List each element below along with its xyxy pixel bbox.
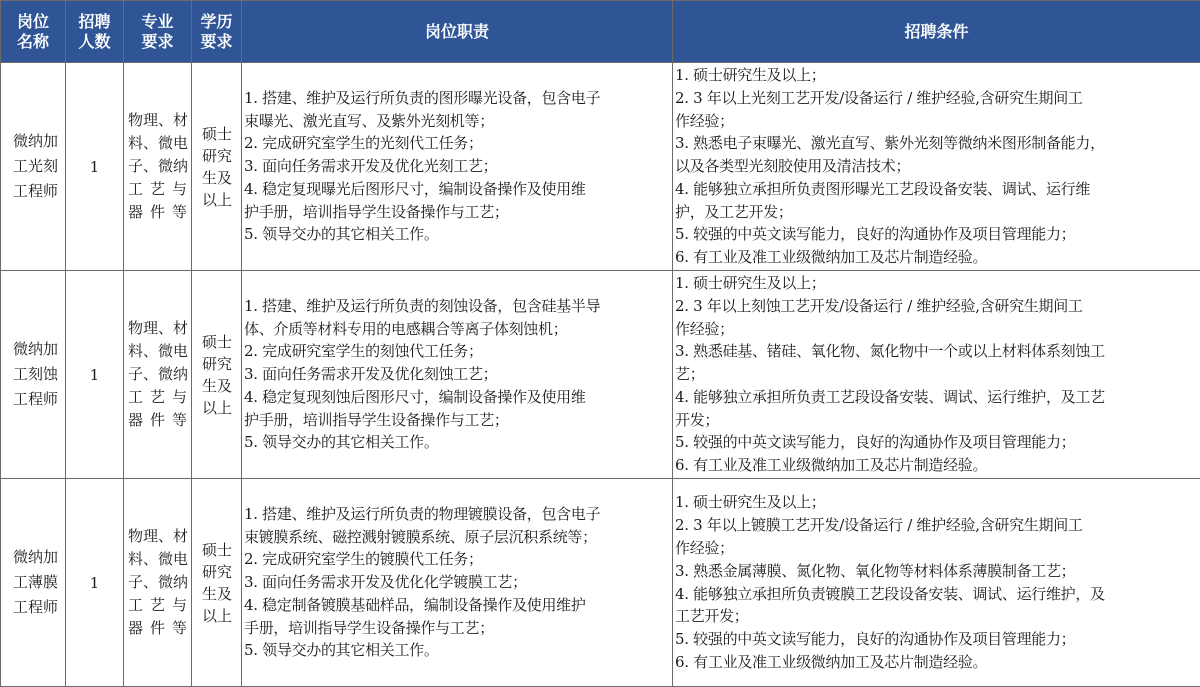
major-line: 物理、材 <box>128 527 189 545</box>
requirements-line: 5. 较强的中英文读写能力，良好的沟通协作及项目管理能力； <box>675 225 1076 244</box>
header-count-line: 招聘 <box>78 11 111 31</box>
duties-line: 1. 搭建、维护及运行所负责的图形曝光设备，包含电子 <box>244 88 601 107</box>
header-education-line: 学历 <box>200 11 233 31</box>
major-line: 工 艺 与 <box>128 596 187 614</box>
duties-line: 3. 面向任务需求开发及优化化学镀膜工艺； <box>244 573 527 592</box>
position-line: 工程师 <box>13 182 59 200</box>
duties-line: 5. 领导交办的其它相关工作。 <box>244 641 439 660</box>
duties-line: 5. 领导交办的其它相关工作。 <box>244 225 439 244</box>
major-line: 器件等 <box>128 203 187 221</box>
cell-education <box>192 63 242 271</box>
header-position-line: 岗位 <box>16 11 49 31</box>
requirements-line: 作经验； <box>675 538 734 557</box>
education-line: 生及 <box>202 376 233 395</box>
requirements-line: 艺； <box>675 365 705 384</box>
major-line: 器件等 <box>128 619 187 637</box>
education-line: 研究 <box>202 562 233 581</box>
cell-count: 1 <box>66 479 124 687</box>
requirements-line: 护，及工艺开发； <box>675 202 793 221</box>
header-requirements: 招聘条件 <box>673 1 1200 63</box>
education-line: 硕士 <box>202 124 233 143</box>
duties-line: 护手册，培训指导学生设备操作与工艺； <box>244 202 509 221</box>
cell-count: 1 <box>66 271 124 479</box>
duties-line: 4. 稳定复现刻蚀后图形尺寸，编制设备操作及使用维 <box>244 387 586 406</box>
duties-line: 2. 完成研究室学生的镀膜代工任务； <box>244 550 483 569</box>
header-major-line: 要求 <box>141 31 174 51</box>
position-line: 工光刻 <box>13 157 59 175</box>
education-line: 以上 <box>202 606 233 625</box>
header-duties: 岗位职责 <box>242 1 673 63</box>
table-body <box>1 63 1200 687</box>
cell-duties <box>242 271 673 479</box>
header-count <box>66 1 124 63</box>
cell-position <box>1 479 66 687</box>
requirements-line: 6. 有工业及准工业级微纳加工及芯片制造经验。 <box>675 652 988 671</box>
duties-line: 2. 完成研究室学生的光刻代工任务； <box>244 134 483 153</box>
major-line: 物理、材 <box>128 319 189 337</box>
cell-major <box>124 271 192 479</box>
requirements-line: 3. 熟悉金属薄膜、氮化物、氧化物等材料体系薄膜制备工艺； <box>675 561 1076 580</box>
major-line: 器件等 <box>128 411 187 429</box>
major-line: 物理、材 <box>128 111 189 129</box>
education-line: 以上 <box>202 190 233 209</box>
duties-line: 束曝光、激光直写、及紫外光刻机等； <box>244 111 494 130</box>
major-line: 子、微纳 <box>128 157 189 175</box>
duties-line: 护手册，培训指导学生设备操作与工艺； <box>244 410 509 429</box>
requirements-line: 4. 能够独立承担所负责工艺段设备安装、调试、运行维护，及工艺 <box>675 387 1105 406</box>
duties-line: 1. 搭建、维护及运行所负责的物理镀膜设备，包含电子 <box>244 504 601 523</box>
cell-education <box>192 479 242 687</box>
duties-line: 5. 领导交办的其它相关工作。 <box>244 433 439 452</box>
requirements-line: 2. 3 年以上镀膜工艺开发/设备运行 / 维护经验,含研究生期间工 <box>675 516 1083 535</box>
requirements-line: 开发； <box>675 410 720 429</box>
position-line: 工刻蚀 <box>13 365 59 383</box>
cell-major <box>124 63 192 271</box>
cell-major <box>124 479 192 687</box>
position-line: 微纳加 <box>13 132 59 150</box>
requirements-line: 4. 能够独立承担所负责镀膜工艺段设备安装、调试、运行维护，及 <box>675 584 1105 603</box>
duties-line: 4. 稳定制备镀膜基础样品，编制设备操作及使用维护 <box>244 595 586 614</box>
header-position-line: 名称 <box>16 31 49 51</box>
requirements-line: 6. 有工业及准工业级微纳加工及芯片制造经验。 <box>675 456 988 475</box>
requirements-line: 4. 能够独立承担所负责图形曝光工艺段设备安装、调试、运行维 <box>675 179 1091 198</box>
requirements-line: 2. 3 年以上刻蚀工艺开发/设备运行 / 维护经验,含研究生期间工 <box>675 296 1083 315</box>
major-line: 料、微电 <box>128 342 189 360</box>
table-row <box>1 479 1200 687</box>
cell-requirements <box>673 271 1200 479</box>
header-position <box>1 1 66 63</box>
cell-count: 1 <box>66 63 124 271</box>
position-line: 微纳加 <box>13 340 59 358</box>
cell-position <box>1 271 66 479</box>
education-line: 硕士 <box>202 540 233 559</box>
header-row <box>1 1 1200 63</box>
major-line: 子、微纳 <box>128 573 189 591</box>
requirements-line: 3. 熟悉硅基、锗硅、氧化物、氮化物中一个或以上材料体系刻蚀工 <box>675 342 1105 361</box>
requirements-line: 1. 硕士研究生及以上； <box>675 273 826 292</box>
duties-line: 手册，培训指导学生设备操作与工艺； <box>244 618 494 637</box>
major-line: 工 艺 与 <box>128 180 187 198</box>
duties-line: 2. 完成研究室学生的刻蚀代工任务； <box>244 342 483 361</box>
major-line: 料、微电 <box>128 134 189 152</box>
position-line: 工薄膜 <box>13 573 59 591</box>
requirements-line: 1. 硕士研究生及以上； <box>675 65 826 84</box>
table-row <box>1 63 1200 271</box>
position-line: 微纳加 <box>13 548 59 566</box>
requirements-line: 以及各类型光刻胶使用及清洁技术； <box>675 157 911 176</box>
education-line: 硕士 <box>202 332 233 351</box>
duties-line: 1. 搭建、维护及运行所负责的刻蚀设备，包含硅基半导 <box>244 296 601 315</box>
requirements-line: 作经验； <box>675 319 734 338</box>
header-major <box>124 1 192 63</box>
requirements-line: 2. 3 年以上光刻工艺开发/设备运行 / 维护经验,含研究生期间工 <box>675 88 1083 107</box>
cell-requirements <box>673 479 1200 687</box>
duties-line: 体、介质等材料专用的电感耦合等离子体刻蚀机； <box>244 319 568 338</box>
education-line: 生及 <box>202 584 233 603</box>
major-line: 料、微电 <box>128 550 189 568</box>
cell-duties <box>242 479 673 687</box>
education-line: 研究 <box>202 146 233 165</box>
duties-line: 束镀膜系统、磁控溅射镀膜系统、原子层沉积系统等； <box>244 527 597 546</box>
education-line: 生及 <box>202 168 233 187</box>
requirements-line: 6. 有工业及准工业级微纳加工及芯片制造经验。 <box>675 248 988 267</box>
requirements-line: 工艺开发； <box>675 607 749 626</box>
header-count-line: 人数 <box>78 31 111 51</box>
education-line: 研究 <box>202 354 233 373</box>
cell-requirements <box>673 63 1200 271</box>
header-education-line: 要求 <box>200 31 233 51</box>
duties-line: 4. 稳定复现曝光后图形尺寸，编制设备操作及使用维 <box>244 179 586 198</box>
header-education <box>192 1 242 63</box>
cell-position <box>1 63 66 271</box>
requirements-line: 5. 较强的中英文读写能力，良好的沟通协作及项目管理能力； <box>675 433 1076 452</box>
duties-line: 3. 面向任务需求开发及优化刻蚀工艺； <box>244 365 498 384</box>
header-major-line: 专业 <box>141 11 174 31</box>
cell-duties <box>242 63 673 271</box>
requirements-line: 1. 硕士研究生及以上； <box>675 493 826 512</box>
major-line: 子、微纳 <box>128 365 189 383</box>
requirements-line: 5. 较强的中英文读写能力，良好的沟通协作及项目管理能力； <box>675 630 1076 649</box>
requirements-line: 3. 熟悉电子束曝光、激光直写、紫外光刻等微纳米图形制备能力， <box>675 134 1105 153</box>
table-row <box>1 271 1200 479</box>
position-line: 工程师 <box>13 598 59 616</box>
position-line: 工程师 <box>13 390 59 408</box>
major-line: 工 艺 与 <box>128 388 187 406</box>
duties-line: 3. 面向任务需求开发及优化光刻工艺； <box>244 157 498 176</box>
cell-education <box>192 271 242 479</box>
education-line: 以上 <box>202 398 233 417</box>
requirements-line: 作经验； <box>675 111 734 130</box>
